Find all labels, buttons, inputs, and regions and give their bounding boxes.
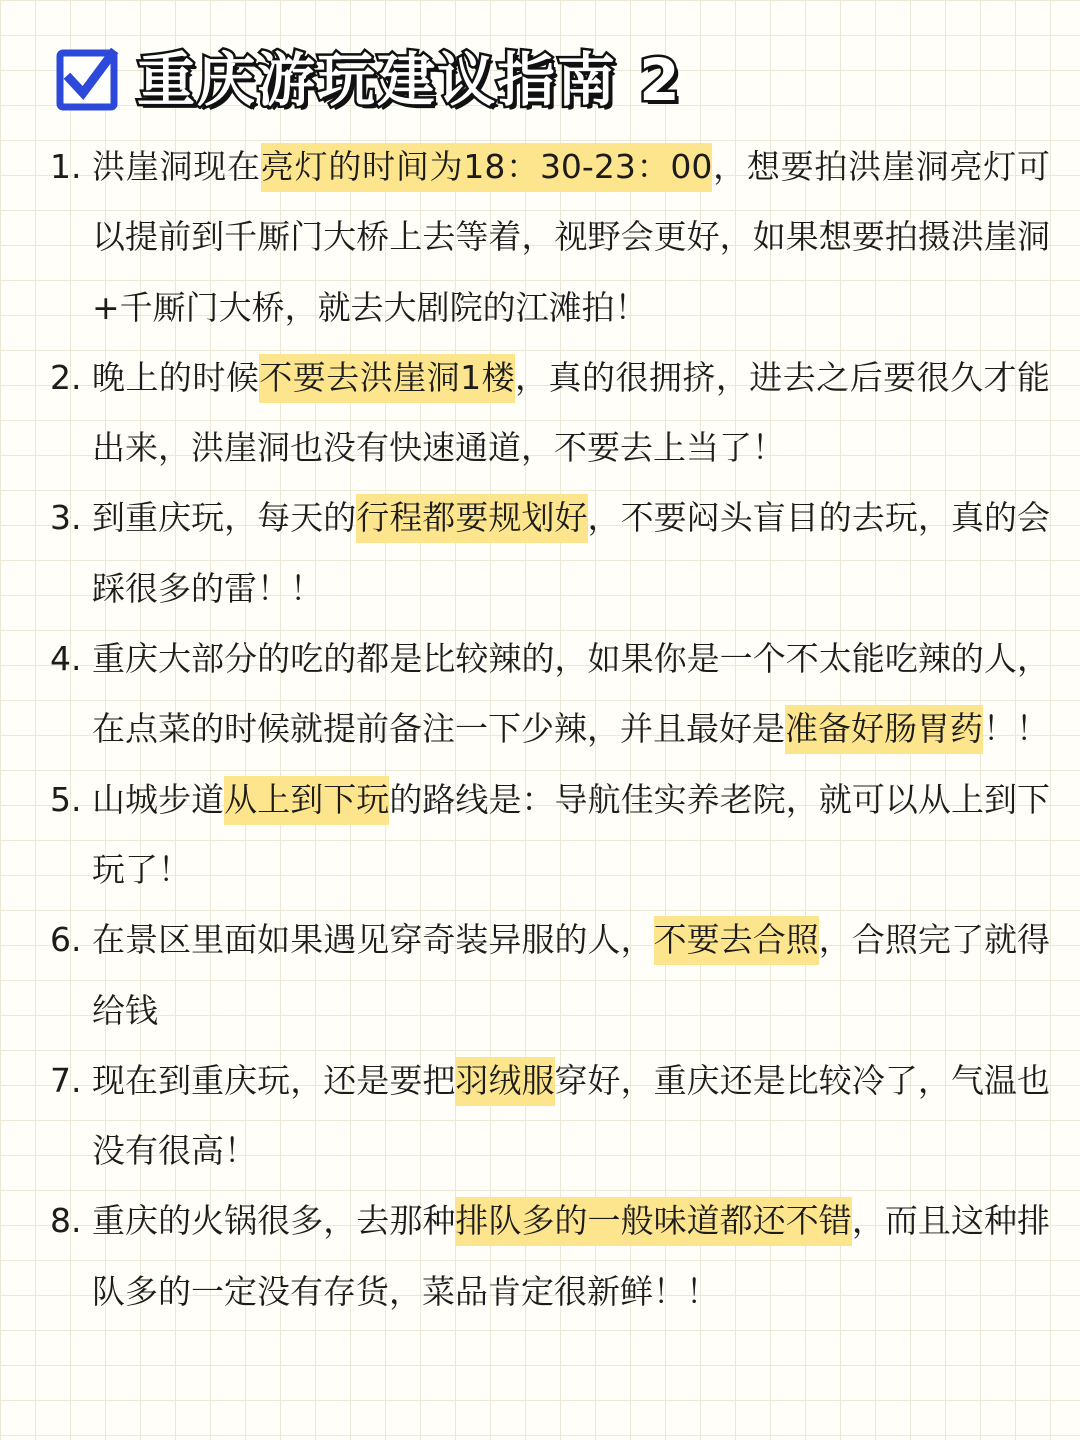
tip-text-before: 重庆大部分的吃的都是比较辣的，如果你是一个不太能吃辣的人，在点菜的时候就提前备注一下少辣，并且最好是 bbox=[92, 639, 1050, 749]
tip-text-before: 重庆的火锅很多，去那种 bbox=[92, 1201, 456, 1241]
tip-text-after: 的路线是：导航佳实养老院，就可以从上到下玩了！ bbox=[92, 779, 1051, 889]
tip-text-before: 到重庆玩，每天的 bbox=[92, 498, 357, 538]
tip-number: 7. bbox=[50, 1060, 82, 1100]
tip-item-4 bbox=[50, 624, 1050, 765]
tip-highlight: 准备好肠胃药 bbox=[785, 705, 983, 754]
tip-highlight: 行程都要规划好 bbox=[356, 494, 587, 543]
tip-text-after: 穿好，重庆还是比较冷了，气温也没有很高！ bbox=[92, 1060, 1051, 1171]
tip-item-8 bbox=[50, 1186, 1050, 1327]
tip-text-before: 在景区里面如果遇见穿奇装异服的人， bbox=[92, 920, 654, 960]
tip-text-after: ，不要闷头盲目的去玩，真的会踩很多的雷！！ bbox=[92, 498, 1051, 608]
tip-number: 2. bbox=[50, 357, 82, 397]
tip-highlight: 不要去洪崖洞1楼 bbox=[259, 354, 515, 403]
tip-item-7 bbox=[50, 1046, 1050, 1187]
tip-text bbox=[92, 624, 1050, 765]
tip-highlight: 排队多的一般味道都还不错 bbox=[455, 1197, 851, 1246]
tip-text-after: ，而且这种排队多的一定没有存货，菜品肯定很新鲜！！ bbox=[92, 1201, 1051, 1311]
tip-item-2 bbox=[50, 343, 1050, 484]
tip-number: 3. bbox=[50, 498, 82, 538]
tip-text bbox=[92, 483, 1050, 624]
tip-highlight: 从上到下玩 bbox=[224, 776, 389, 825]
tip-text-after: ，合照完了就得给钱 bbox=[92, 920, 1051, 1030]
tip-text bbox=[92, 132, 1050, 343]
page-title: 重庆游玩建议指南 2 bbox=[137, 46, 682, 114]
tip-text-before: 山城步道 bbox=[92, 779, 225, 819]
tip-text bbox=[92, 765, 1050, 906]
tip-text-after: ！！ bbox=[983, 709, 1049, 749]
tip-text bbox=[92, 1046, 1050, 1187]
tip-text-before: 晚上的时候 bbox=[92, 357, 260, 397]
tip-text-after: ，真的很拥挤，进去之后要很久才能出来，洪崖洞也没有快速通道，不要去上当了！ bbox=[92, 357, 1051, 468]
tips-list bbox=[50, 132, 1050, 1327]
tip-highlight: 不要去合照 bbox=[654, 916, 819, 965]
title-row bbox=[55, 40, 682, 120]
tip-highlight: 亮灯的时间为18：30-23：00 bbox=[261, 143, 713, 192]
tip-text-before: 洪崖洞现在 bbox=[92, 147, 261, 186]
tip-number: 8. bbox=[50, 1201, 82, 1241]
tip-item-5 bbox=[50, 765, 1050, 906]
tip-number: 6. bbox=[50, 920, 82, 960]
tip-highlight: 羽绒服 bbox=[455, 1057, 554, 1106]
tip-item-3 bbox=[50, 483, 1050, 624]
tip-item-6 bbox=[50, 905, 1050, 1046]
tip-number: 1. bbox=[50, 147, 82, 186]
tip-text bbox=[92, 905, 1050, 1046]
tip-text-before: 现在到重庆玩，还是要把 bbox=[92, 1060, 456, 1100]
checkbox-checked-icon bbox=[55, 48, 119, 112]
tip-number: 4. bbox=[50, 639, 82, 679]
tip-text bbox=[92, 343, 1050, 484]
tip-number: 5. bbox=[50, 779, 82, 819]
tip-text-after: ，想要拍洪崖洞亮灯可以提前到千厮门大桥上去等着，视野会更好，如果想要拍摄洪崖洞+千厮门大桥，就去大剧院的江滩拍！ bbox=[92, 147, 1051, 327]
tip-text bbox=[92, 1186, 1050, 1327]
tip-item-1 bbox=[50, 132, 1050, 343]
